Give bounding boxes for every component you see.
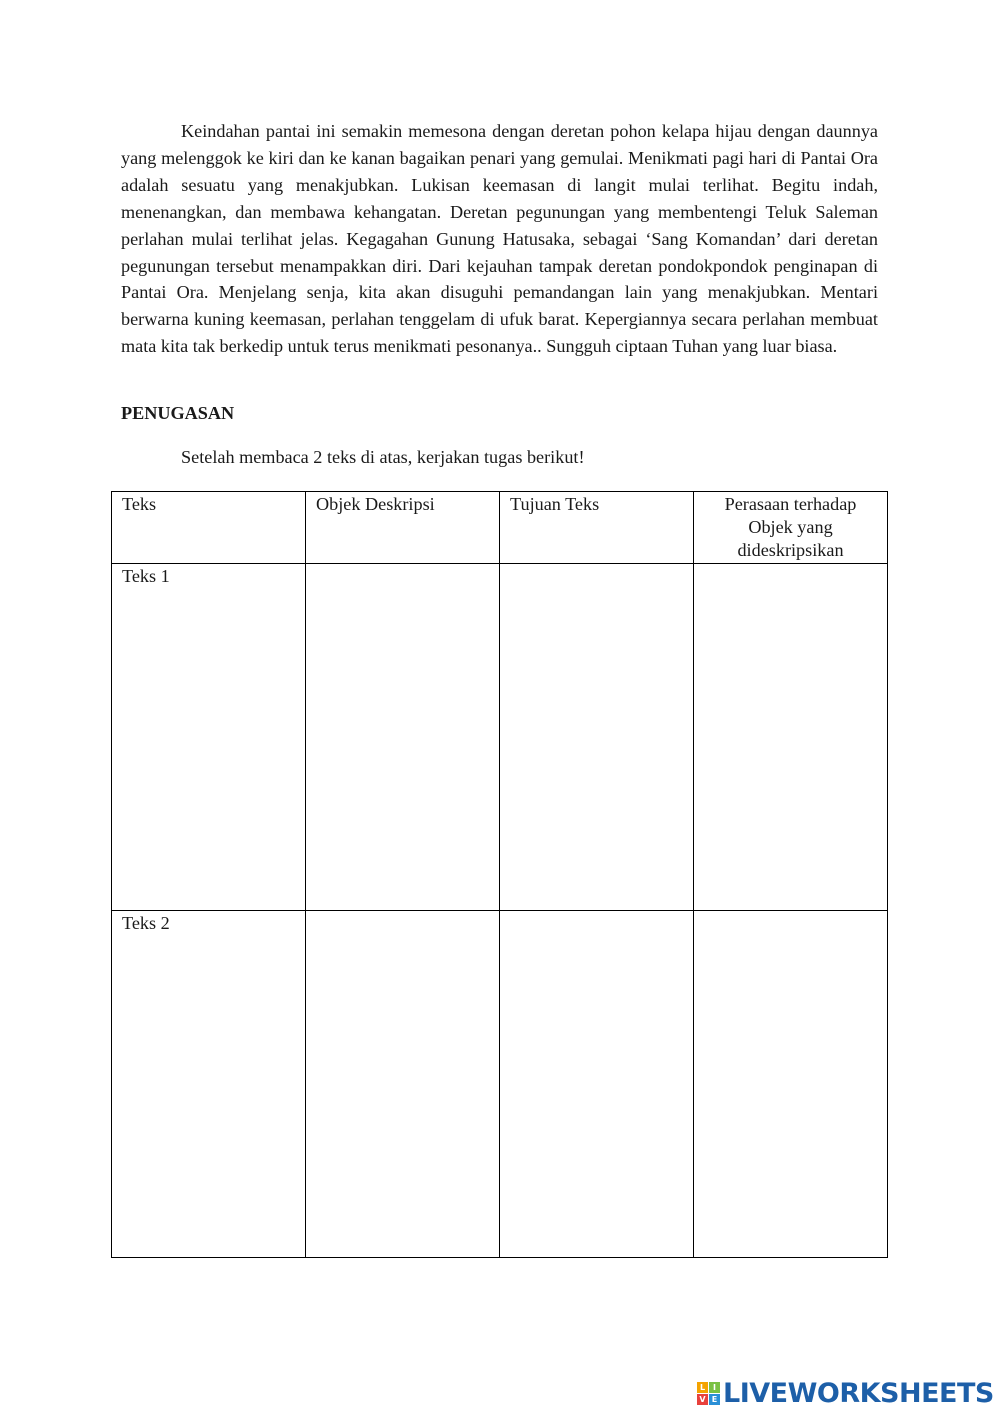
header-teks: Teks <box>112 492 306 564</box>
row-label-teks-1: Teks 1 <box>112 564 306 911</box>
answer-cell-perasaan-2[interactable] <box>694 911 888 1258</box>
table-row <box>112 564 888 911</box>
table-header-row <box>112 492 888 564</box>
answer-cell-tujuan-2[interactable] <box>500 911 694 1258</box>
section-heading: PENUGASAN <box>121 403 235 423</box>
logo-mark-letter: E <box>709 1394 720 1405</box>
logo-mark-letter: I <box>709 1382 720 1393</box>
answer-cell-objek-1[interactable] <box>306 564 500 911</box>
answer-cell-objek-2[interactable] <box>306 911 500 1258</box>
table-row <box>112 911 888 1258</box>
row-label-teks-2: Teks 2 <box>112 911 306 1258</box>
liveworksheets-logo <box>697 1378 994 1408</box>
reading-paragraph: Keindahan pantai ini semakin memesona dengan deretan pohon kelapa hijau dengan daunnya yang melenggok ke kiri dan ke kanan bagaikan penari yang gemulai. Menikmati pagi hari di Pantai Ora adalah sesuatu yang menakjubkan. Lukisan keemasan di langit mulai terlihat. Begitu indah, menenangkan, dan membawa kehangatan. Deretan pegunungan yang membentengi Teluk Saleman perlahan mulai terlihat jelas. Kegagahan Gunung Hatusaka, sebagai ‘Sang Komandan’ dari deretan pegunungan tersebut menampakkan diri. Dari kejauhan tampak deretan pondokpondok penginapan di Pantai Ora. Menjelang senja, kita akan disuguhi pemandangan lain yang menakjubkan. Mentari berwarna kuning keemasan, perlahan tenggelam di ufuk barat. Kepergiannya secara perlahan membuat mata kita tak berkedip untuk terus menikmati pesonanya.. Sungguh ciptaan Tuhan yang luar biasa. <box>121 121 878 357</box>
task-instruction: Setelah membaca 2 teks di atas, kerjakan tugas berikut! <box>181 447 585 467</box>
header-objek-deskripsi: Objek Deskripsi <box>306 492 500 564</box>
logo-mark-letter: L <box>697 1382 708 1393</box>
task-table <box>111 491 888 1258</box>
header-perasaan: Perasaan terhadap Objek yang dideskripsikan <box>694 492 888 564</box>
answer-cell-tujuan-1[interactable] <box>500 564 694 911</box>
liveworksheets-logo-text: LIVEWORKSHEETS <box>723 1377 994 1409</box>
header-tujuan-teks: Tujuan Teks <box>500 492 694 564</box>
liveworksheets-logo-mark <box>697 1382 720 1405</box>
logo-mark-letter: V <box>697 1394 708 1405</box>
answer-cell-perasaan-1[interactable] <box>694 564 888 911</box>
